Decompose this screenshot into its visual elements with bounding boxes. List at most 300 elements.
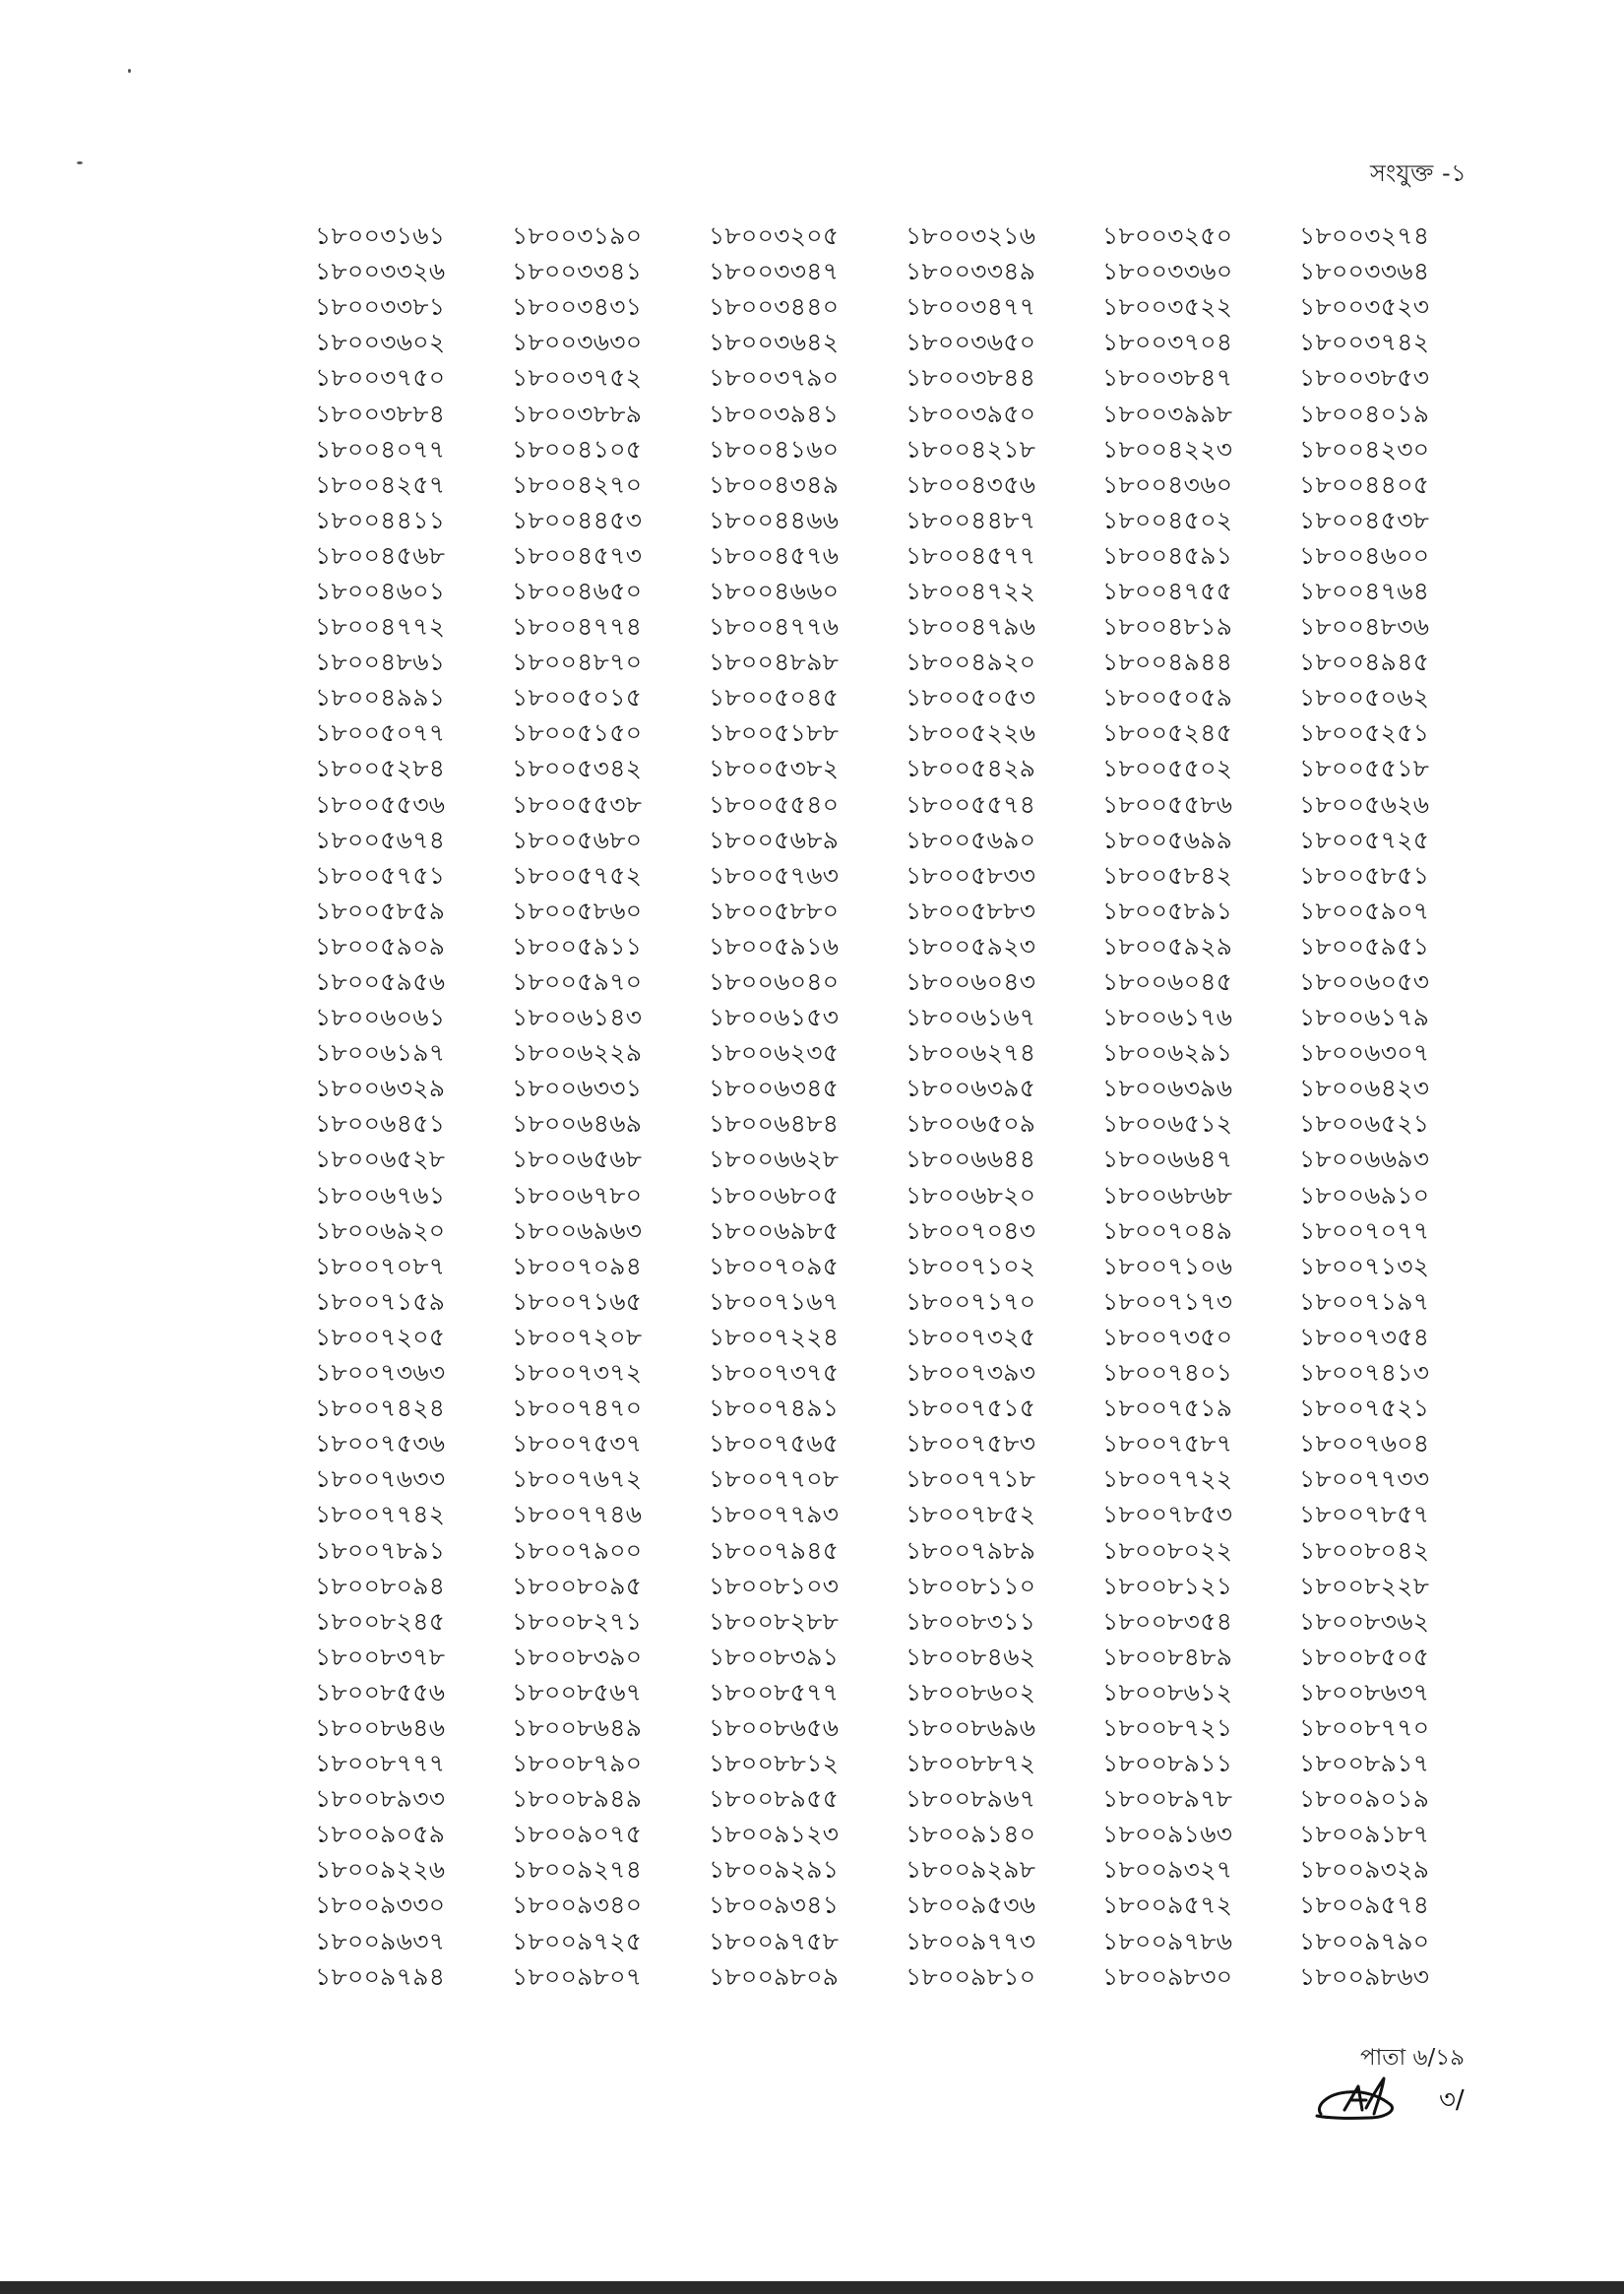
roll-number-cell: ১৮০০৭৭৪২ — [315, 1500, 446, 1529]
roll-number-cell: ১৮০০৮১০৩ — [709, 1571, 840, 1600]
roll-number-cell: ১৮০০৭৫৬৫ — [709, 1429, 840, 1458]
roll-number-cell: ১৮০০৪২৭০ — [512, 469, 643, 499]
roll-number-cell: ১৮০০৮৫৫৬ — [315, 1677, 446, 1706]
roll-number-cell: ১৮০০৬০৫৩ — [1299, 967, 1430, 997]
roll-number-cell: ১৮০০৫৫০২ — [1102, 754, 1233, 783]
roll-number-cell: ১৮০০৩২৭৪ — [1299, 221, 1430, 251]
roll-number-cell: ১৮০০৬০৪৫ — [1102, 967, 1233, 997]
roll-number-cell: ১৮০০৯২২৬ — [315, 1855, 446, 1885]
table-row — [315, 1106, 1496, 1142]
roll-number-cell: ১৮০০৫১৮৮ — [709, 718, 840, 748]
roll-number-cell: ১৮০০৭৭২২ — [1102, 1464, 1233, 1494]
roll-number-cell: ১৮০০৭৭১৮ — [906, 1464, 1036, 1494]
roll-number-cell: ১৮০০৯৫৭২ — [1102, 1891, 1233, 1920]
roll-number-cell: ১৮০০৫৫৭৪ — [906, 789, 1036, 819]
roll-number-cell: ১৮০০৮৩১১ — [906, 1606, 1036, 1636]
roll-number-cell: ১৮০০৪৬৬০ — [709, 576, 840, 605]
roll-number-cell: ১৮০০৪৫৩৮ — [1299, 505, 1430, 534]
table-row — [315, 1000, 1496, 1035]
roll-number-cell: ১৮০০৩৩৬৪ — [1299, 257, 1430, 286]
roll-number-cell: ১৮০০৩৫২৩ — [1299, 292, 1430, 322]
roll-number-cell: ১৮০০৩৯৫০ — [906, 399, 1036, 428]
table-row — [315, 1426, 1496, 1461]
roll-number-cell: ১৮০০৮১২১ — [1102, 1571, 1233, 1600]
roll-number-cell: ১৮০০৩৮৮৯ — [512, 399, 643, 428]
roll-number-cell: ১৮০০৭৯৮৯ — [906, 1535, 1036, 1565]
roll-number-cell: ১৮০০৭৬৩৩ — [315, 1464, 446, 1494]
roll-number-cell: ১৮০০৪৪১১ — [315, 505, 446, 534]
roll-number-cell: ১৮০০৭৪৭০ — [512, 1394, 643, 1423]
roll-number-cell: ১৮০০৫৮৫৯ — [315, 896, 446, 925]
roll-number-cell: ১৮০০৩৭৪২ — [1299, 328, 1430, 357]
roll-number-cell: ১৮০০৭২২৪ — [709, 1322, 840, 1351]
roll-number-cell: ১৮০০৫৬৭৪ — [315, 825, 446, 854]
roll-number-cell: ১৮০০৩৩৮১ — [315, 292, 446, 322]
roll-number-cell: ১৮০০৮৭৭০ — [1299, 1712, 1430, 1742]
roll-number-cell: ১৮০০৭৫১৯ — [1102, 1394, 1233, 1423]
roll-number-cell: ১৮০০৫০৫৯ — [1102, 683, 1233, 713]
roll-number-cell: ১৮০০৫৪২৯ — [906, 754, 1036, 783]
roll-number-cell: ১৮০০৩৫২২ — [1102, 292, 1233, 322]
roll-number-cell: ১৮০০৩৭০৪ — [1102, 328, 1233, 357]
roll-number-cell: ১৮০০৫৭৫২ — [512, 860, 643, 890]
roll-number-cell: ১৮০০৬৫২৮ — [315, 1145, 446, 1174]
roll-number-cell: ১৮০০৮৩৫৪ — [1102, 1606, 1233, 1636]
table-row — [315, 1213, 1496, 1249]
roll-number-cell: ১৮০০৪৫৭৬ — [709, 540, 840, 570]
roll-number-cell: ১৮০০৫২২৬ — [906, 718, 1036, 748]
table-row — [315, 1249, 1496, 1284]
roll-number-cell: ১৮০০৩৭৯০ — [709, 363, 840, 393]
roll-number-cell: ১৮০০৪০১৯ — [1299, 399, 1430, 428]
roll-number-cell: ১৮০০৭৫৩৬ — [315, 1429, 446, 1458]
roll-number-cell: ১৮০০৩২০৫ — [709, 221, 840, 251]
roll-number-cell: ১৮০০৩৩৪৯ — [906, 257, 1036, 286]
roll-number-cell: ১৮০০৭৬৭২ — [512, 1464, 643, 1494]
roll-number-cell: ১৮০০৮৮১২ — [709, 1749, 840, 1778]
roll-number-cell: ১৮০০৫৫১৮ — [1299, 754, 1430, 783]
roll-number-cell: ১৮০০৫৫৩৮ — [512, 789, 643, 819]
roll-number-cell: ১৮০০৫৬৮৯ — [709, 825, 840, 854]
roll-number-cell: ১৮০০৬৪৬৯ — [512, 1109, 643, 1139]
roll-number-cell: ১৮০০৬২৩৫ — [709, 1038, 840, 1068]
roll-number-cell: ১৮০০৭৪১৩ — [1299, 1358, 1430, 1388]
roll-number-cell: ১৮০০৯৩৪১ — [709, 1891, 840, 1920]
roll-number-cell: ১৮০০৭৪০১ — [1102, 1358, 1233, 1388]
roll-number-cell: ১৮০০৫৮৮০ — [709, 896, 840, 925]
table-row — [315, 1640, 1496, 1675]
table-row — [315, 787, 1496, 823]
roll-number-cell: ১৮০০৯২৭৪ — [512, 1855, 643, 1885]
roll-number-cell: ১৮০০৭৮৫২ — [906, 1500, 1036, 1529]
roll-number-cell: ১৮০০৪২১৮ — [906, 434, 1036, 464]
roll-number-cell: ১৮০০৬০৪৩ — [906, 967, 1036, 997]
annex-label: সংযুক্ত -১ — [1370, 159, 1468, 187]
roll-number-cell: ১৮০০৯৮১০ — [906, 1961, 1036, 1991]
roll-number-cell: ১৮০০৫৭৬৩ — [709, 860, 840, 890]
roll-number-cell: ১৮০০৩৪৭৭ — [906, 292, 1036, 322]
roll-number-cell: ১৮০০৭১৭০ — [906, 1286, 1036, 1316]
roll-number-cell: ১৮০০৮৫০৫ — [1299, 1642, 1430, 1671]
roll-number-cell: ১৮০০৯৭৭৩ — [906, 1926, 1036, 1955]
table-row — [315, 1071, 1496, 1106]
roll-number-cell: ১৮০০৭৫৮৭ — [1102, 1429, 1233, 1458]
roll-number-cell: ১৮০০৭১০২ — [906, 1251, 1036, 1280]
roll-number-cell: ১৮০০৩৬৩০ — [512, 328, 643, 357]
roll-number-cell: ১৮০০৬১৫৩ — [709, 1003, 840, 1032]
roll-number-cell: ১৮০০৫৮৬০ — [512, 896, 643, 925]
table-row — [315, 715, 1496, 751]
roll-number-cell: ১৮০০৫৫৪০ — [709, 789, 840, 819]
roll-number-cell: ১৮০০৩৮৪৭ — [1102, 363, 1233, 393]
table-row — [315, 1569, 1496, 1604]
roll-number-cell: ১৮০০৭১০৬ — [1102, 1251, 1233, 1280]
roll-number-cell: ১৮০০৭০৯৪ — [512, 1251, 643, 1280]
roll-number-cell: ১৮০০৪৭২২ — [906, 576, 1036, 605]
roll-number-cell: ১৮০০৭৩৯৩ — [906, 1358, 1036, 1388]
roll-number-cell: ১৮০০৯৮৩০ — [1102, 1961, 1233, 1991]
roll-number-cell: ১৮০০৬৫১২ — [1102, 1109, 1233, 1139]
table-row — [315, 1746, 1496, 1781]
roll-number-cell: ১৮০০৩৯৯৮ — [1102, 399, 1233, 428]
roll-number-cell: ১৮০০৯০১৯ — [1299, 1784, 1430, 1814]
roll-number-cell: ১৮০০৭৫৮৩ — [906, 1429, 1036, 1458]
roll-number-cell: ১৮০০৯৩২৯ — [1299, 1855, 1430, 1885]
scan-bottom-edge — [0, 2281, 1624, 2294]
roll-number-cell: ১৮০০৯৭২৫ — [512, 1926, 643, 1955]
table-row — [315, 609, 1496, 645]
roll-number-cell: ১৮০০৭০৪৯ — [1102, 1215, 1233, 1245]
roll-number-cell: ১৮০০৫৩৪২ — [512, 754, 643, 783]
roll-number-cell: ১৮০০৬০৬১ — [315, 1003, 446, 1032]
roll-number-cell: ১৮০০৪৭৫৫ — [1102, 576, 1233, 605]
roll-number-cell: ১৮০০৮৬০২ — [906, 1677, 1036, 1706]
table-row — [315, 823, 1496, 858]
table-row — [315, 1710, 1496, 1746]
roll-number-cell: ১৮০০৩৮৪৪ — [906, 363, 1036, 393]
roll-number-cell: ১৮০০৯৫৭৪ — [1299, 1891, 1430, 1920]
roll-number-cell: ১৮০০৫৯০৭ — [1299, 896, 1430, 925]
roll-number-cell: ১৮০০৭০৭৭ — [1299, 1215, 1430, 1245]
roll-number-cell: ১৮০০৯১২৩ — [709, 1820, 840, 1849]
roll-number-cell: ১৮০০৩১৬১ — [315, 221, 446, 251]
table-row — [315, 894, 1496, 929]
roll-number-cell: ১৮০০৬৩০৭ — [1299, 1038, 1430, 1068]
table-row — [315, 929, 1496, 964]
table-row — [315, 1675, 1496, 1710]
roll-number-cell: ১৮০০৪৫৭৭ — [906, 540, 1036, 570]
roll-number-cell: ১৮০০৭১৭৩ — [1102, 1286, 1233, 1316]
signature-mark — [1307, 2067, 1494, 2136]
roll-number-cell: ১৮০০৪৭৭২ — [315, 612, 446, 642]
roll-number-cell: ১৮০০৭৮৫৭ — [1299, 1500, 1430, 1529]
roll-number-cell: ১৮০০৮০২২ — [1102, 1535, 1233, 1565]
roll-number-cell: ১৮০০৭২০৫ — [315, 1322, 446, 1351]
table-row — [315, 1320, 1496, 1355]
roll-number-cell: ১৮০০৫৯১১ — [512, 931, 643, 961]
table-row — [315, 645, 1496, 680]
roll-number-cell: ১৮০০৭১৬৭ — [709, 1286, 840, 1316]
roll-number-cell: ১৮০০৬৩৯৬ — [1102, 1074, 1233, 1103]
table-row — [315, 467, 1496, 503]
roll-number-cell: ১৮০০৬৬৪৪ — [906, 1145, 1036, 1174]
roll-number-cell: ১৮০০৯৮০৭ — [512, 1961, 643, 1991]
roll-number-cell: ১৮০০৯২৯১ — [709, 1855, 840, 1885]
roll-number-cell: ১৮০০৬৪২৩ — [1299, 1074, 1430, 1103]
roll-number-cell: ১৮০০৭৩২৫ — [906, 1322, 1036, 1351]
roll-number-cell: ১৮০০৬০৪০ — [709, 967, 840, 997]
roll-number-cell: ১৮০০৬৩৪৫ — [709, 1074, 840, 1103]
roll-number-cell: ১৮০০৮৬৩৭ — [1299, 1677, 1430, 1706]
roll-number-cell: ১৮০০৫৬৯০ — [906, 825, 1036, 854]
roll-number-cell: ১৮০০৩৬০২ — [315, 328, 446, 357]
roll-number-cell: ১৮০০৬৭৮০ — [512, 1180, 643, 1209]
roll-number-cell: ১৮০০৮৭২১ — [1102, 1712, 1233, 1742]
roll-number-cell: ১৮০০৬৩৯৫ — [906, 1074, 1036, 1103]
roll-number-cell: ১৮০০৬২২৯ — [512, 1038, 643, 1068]
roll-number-cell: ১৮০০৮৯১১ — [1102, 1749, 1233, 1778]
table-row — [315, 751, 1496, 786]
table-row — [315, 1497, 1496, 1532]
roll-number-cell: ১৮০০৪৫৭৩ — [512, 540, 643, 570]
roll-number-cell: ১৮০০৪২২৩ — [1102, 434, 1233, 464]
roll-number-cell: ১৮০০৪৭৭৬ — [709, 612, 840, 642]
roll-number-cell: ১৮০০৫৯০৯ — [315, 931, 446, 961]
roll-number-cell: ১৮০০৬৪৫১ — [315, 1109, 446, 1139]
table-row — [315, 1461, 1496, 1497]
roll-number-cell: ১৮০০৯৩৩০ — [315, 1891, 446, 1920]
roll-number-table — [315, 218, 1496, 1995]
roll-number-cell: ১৮০০৩৮৫৩ — [1299, 363, 1430, 393]
roll-number-cell: ১৮০০৩১৯০ — [512, 221, 643, 251]
table-row — [315, 1924, 1496, 1959]
roll-number-cell: ১৮০০৭৭৯৩ — [709, 1500, 840, 1529]
roll-number-cell: ১৮০০৬৪৮৪ — [709, 1109, 840, 1139]
roll-number-cell: ১৮০০৫৬৯৯ — [1102, 825, 1233, 854]
roll-number-cell: ১৮০০৬৬৪৭ — [1102, 1145, 1233, 1174]
roll-number-cell: ১৮০০৫০৪৫ — [709, 683, 840, 713]
roll-number-cell: ১৮০০৬৮২০ — [906, 1180, 1036, 1209]
table-row — [315, 360, 1496, 396]
table-row — [315, 1391, 1496, 1426]
table-row — [315, 325, 1496, 360]
roll-number-cell: ১৮০০৯৩৪০ — [512, 1891, 643, 1920]
roll-number-cell: ১৮০০৮৮৭২ — [906, 1749, 1036, 1778]
roll-number-cell: ১৮০০৫৮৪২ — [1102, 860, 1233, 890]
roll-number-cell: ১৮০০৪০৭৭ — [315, 434, 446, 464]
roll-number-cell: ১৮০০৮৬৪৬ — [315, 1712, 446, 1742]
roll-number-cell: ১৮০০৮৯৩৩ — [315, 1784, 446, 1814]
roll-number-cell: ১৮০০৫৮৮৩ — [906, 896, 1036, 925]
roll-number-cell: ১৮০০৩৪৪০ — [709, 292, 840, 322]
roll-number-cell: ১৮০০৭১৬৫ — [512, 1286, 643, 1316]
roll-number-cell: ১৮০০৬২৭৪ — [906, 1038, 1036, 1068]
roll-number-cell: ১৮০০৫৬৮০ — [512, 825, 643, 854]
roll-number-cell: ১৮০০৫২৮৪ — [315, 754, 446, 783]
roll-number-cell: ১৮০০৬৫০৯ — [906, 1109, 1036, 1139]
roll-number-cell: ১৮০০৯১৮৭ — [1299, 1820, 1430, 1849]
roll-number-cell: ১৮০০৯৮৬৩ — [1299, 1961, 1430, 1991]
roll-number-cell: ১৮০০৪৪৬৬ — [709, 505, 840, 534]
roll-number-cell: ১৮০০৮৯৪৯ — [512, 1784, 643, 1814]
roll-number-cell: ১৮০০৪৯২০ — [906, 648, 1036, 677]
roll-number-cell: ১৮০০৪৩৪৯ — [709, 469, 840, 499]
roll-number-cell: ১৮০০৮৪৬২ — [906, 1642, 1036, 1671]
roll-number-cell: ১৮০০৯০৫৯ — [315, 1820, 446, 1849]
roll-number-cell: ১৮০০৫৮৯১ — [1102, 896, 1233, 925]
roll-number-cell: ১৮০০৩২১৬ — [906, 221, 1036, 251]
roll-number-cell: ১৮০০৮৯৬৭ — [906, 1784, 1036, 1814]
table-row — [315, 289, 1496, 325]
roll-number-cell: ১৮০০৩৭৫০ — [315, 363, 446, 393]
roll-number-cell: ১৮০০৪৭৬৪ — [1299, 576, 1430, 605]
roll-number-cell: ১৮০০৫০৭৭ — [315, 718, 446, 748]
table-row — [315, 1604, 1496, 1640]
roll-number-cell: ১৮০০৩৮৮৪ — [315, 399, 446, 428]
roll-number-cell: ১৮০০৮৭৭৭ — [315, 1749, 446, 1778]
roll-number-cell: ১৮০০৭৩৬৩ — [315, 1358, 446, 1388]
roll-number-cell: ১৮০০৪৫০২ — [1102, 505, 1233, 534]
roll-number-cell: ১৮০০৯০৭৫ — [512, 1820, 643, 1849]
roll-number-cell: ১৮০০৮২২৮ — [1299, 1571, 1430, 1600]
roll-number-cell: ১৮০০৫৬২৬ — [1299, 789, 1430, 819]
roll-number-cell: ১৮০০৩৩৬০ — [1102, 257, 1233, 286]
table-row — [315, 432, 1496, 467]
roll-number-cell: ১৮০০৬১৯৭ — [315, 1038, 446, 1068]
roll-number-cell: ১৮০০৭৫৩৭ — [512, 1429, 643, 1458]
roll-number-cell: ১৮০০৪৯৪৪ — [1102, 648, 1233, 677]
roll-number-cell: ১৮০০৪৮৯৮ — [709, 648, 840, 677]
roll-number-cell: ১৮০০৫৭৫১ — [315, 860, 446, 890]
roll-number-cell: ১৮০০৭৫১৫ — [906, 1394, 1036, 1423]
roll-number-cell: ১৮০০৮৬১২ — [1102, 1677, 1233, 1706]
roll-number-cell: ১৮০০৭৩৫০ — [1102, 1322, 1233, 1351]
roll-number-cell: ১৮০০৫৩৮২ — [709, 754, 840, 783]
table-row — [315, 858, 1496, 894]
roll-number-cell: ১৮০০৫৯২৯ — [1102, 931, 1233, 961]
roll-number-cell: ১৮০০৫৯৫১ — [1299, 931, 1430, 961]
roll-number-cell: ১৮০০৪৬০১ — [315, 576, 446, 605]
roll-number-cell: ১৮০০৯৫৩৬ — [906, 1891, 1036, 1920]
roll-number-cell: ১৮০০৭৩৭৫ — [709, 1358, 840, 1388]
roll-number-cell: ১৮০০৭৭৩৩ — [1299, 1464, 1430, 1494]
roll-number-cell: ১৮০০৭৪৯১ — [709, 1394, 840, 1423]
roll-number-cell: ১৮০০৫৯২৩ — [906, 931, 1036, 961]
roll-number-cell: ১৮০০৫২৪৫ — [1102, 718, 1233, 748]
roll-number-cell: ১৮০০৯৮০৯ — [709, 1961, 840, 1991]
roll-number-cell: ১৮০০৮৩৭৮ — [315, 1642, 446, 1671]
roll-number-cell: ১৮০০৪৯৯১ — [315, 683, 446, 713]
roll-number-cell: ১৮০০৫৫৩৬ — [315, 789, 446, 819]
roll-number-cell: ১৮০০৮৪৮৯ — [1102, 1642, 1233, 1671]
roll-number-cell: ১৮০০৭৪২৪ — [315, 1394, 446, 1423]
roll-number-cell: ১৮০০৬৫৬৮ — [512, 1145, 643, 1174]
roll-number-cell: ১৮০০৪২৩০ — [1299, 434, 1430, 464]
roll-number-cell: ১৮০০৭৬০৪ — [1299, 1429, 1430, 1458]
roll-number-cell: ১৮০০৭৮৫৩ — [1102, 1500, 1233, 1529]
roll-number-cell: ১৮০০৮২৮৮ — [709, 1606, 840, 1636]
roll-number-cell: ১৮০০৮৬৪৯ — [512, 1712, 643, 1742]
roll-number-cell: ১৮০০৪৬০০ — [1299, 540, 1430, 570]
roll-number-cell: ১৮০০৫৮৩৩ — [906, 860, 1036, 890]
roll-number-cell: ১৮০০৯৭৯০ — [1299, 1926, 1430, 1955]
roll-number-cell: ১৮০০৬৬৯৩ — [1299, 1145, 1430, 1174]
roll-number-cell: ১৮০০৮৯১৭ — [1299, 1749, 1430, 1778]
roll-number-cell: ১৮০০৮৩৬২ — [1299, 1606, 1430, 1636]
roll-number-cell: ১৮০০৭০৮৭ — [315, 1251, 446, 1280]
roll-number-cell: ১৮০০৯৭৯৪ — [315, 1961, 446, 1991]
roll-number-cell: ১৮০০৩৬৫০ — [906, 328, 1036, 357]
table-row — [315, 1532, 1496, 1568]
roll-number-cell: ১৮০০৯৭৫৮ — [709, 1926, 840, 1955]
roll-number-cell: ১৮০০৪৫৬৮ — [315, 540, 446, 570]
table-row — [315, 1284, 1496, 1320]
roll-number-cell: ১৮০০৭৫২১ — [1299, 1394, 1430, 1423]
roll-number-cell: ১৮০০৩৭৫২ — [512, 363, 643, 393]
roll-number-cell: ১৮০০৪৭৯৬ — [906, 612, 1036, 642]
roll-number-cell: ১৮০০৬৯১০ — [1299, 1180, 1430, 1209]
roll-number-cell: ১৮০০৯৭৮৬ — [1102, 1926, 1233, 1955]
roll-number-cell: ১৮০০৮০৯৫ — [512, 1571, 643, 1600]
roll-number-cell: ১৮০০৪৬৫০ — [512, 576, 643, 605]
roll-number-cell: ১৮০০৬৩২৯ — [315, 1074, 446, 1103]
roll-number-cell: ১৮০০৯১৬৩ — [1102, 1820, 1233, 1849]
roll-number-cell: ১৮০০৫০১৫ — [512, 683, 643, 713]
roll-number-cell: ১৮০০৫০৫৩ — [906, 683, 1036, 713]
roll-number-cell: ১৮০০৪৫৯১ — [1102, 540, 1233, 570]
roll-number-cell: ১৮০০৮০৯৪ — [315, 1571, 446, 1600]
roll-number-cell: ১৮০০৬৬২৮ — [709, 1145, 840, 1174]
roll-number-cell: ১৮০০৩৯৪১ — [709, 399, 840, 428]
roll-number-cell: ১৮০০৬১৭৬ — [1102, 1003, 1233, 1032]
scan-speck — [77, 161, 83, 164]
roll-number-cell: ১৮০০৮০৪২ — [1299, 1535, 1430, 1565]
roll-number-cell: ১৮০০৪৮১৯ — [1102, 612, 1233, 642]
roll-number-cell: ১৮০০৮৩৯১ — [709, 1642, 840, 1671]
roll-number-cell: ১৮০০৪৮৬১ — [315, 648, 446, 677]
roll-number-cell: ১৮০০৩২৫০ — [1102, 221, 1233, 251]
roll-number-cell: ১৮০০৯৩২৭ — [1102, 1855, 1233, 1885]
roll-number-cell: ১৮০০৬৮৬৮ — [1102, 1180, 1233, 1209]
roll-number-cell: ১৮০০৫৯১৬ — [709, 931, 840, 961]
roll-number-cell: ১৮০০৯১৪০ — [906, 1820, 1036, 1849]
roll-number-cell: ১৮০০৭১৫৯ — [315, 1286, 446, 1316]
roll-number-cell: ১৮০০৮৩৯০ — [512, 1642, 643, 1671]
roll-number-cell: ১৮০০৮২৭১ — [512, 1606, 643, 1636]
roll-number-cell: ১৮০০৩৩২৬ — [315, 257, 446, 286]
roll-number-cell: ১৮০০৬৮০৫ — [709, 1180, 840, 1209]
roll-number-cell: ১৮০০৫৫৮৬ — [1102, 789, 1233, 819]
table-row — [315, 1142, 1496, 1177]
roll-number-cell: ১৮০০৫৭২৫ — [1299, 825, 1430, 854]
roll-number-cell: ১৮০০৭৭৪৬ — [512, 1500, 643, 1529]
table-row — [315, 1355, 1496, 1391]
roll-number-cell: ১৮০০৭৯০০ — [512, 1535, 643, 1565]
roll-number-cell: ১৮০০৬৯৮৫ — [709, 1215, 840, 1245]
roll-number-cell: ১৮০০৪৮৭০ — [512, 648, 643, 677]
roll-number-cell: ১৮০০৬৯৬৩ — [512, 1215, 643, 1245]
roll-number-cell: ১৮০০৬৭৬১ — [315, 1180, 446, 1209]
roll-number-cell: ১৮০০৬১৬৭ — [906, 1003, 1036, 1032]
table-row — [315, 254, 1496, 289]
roll-number-cell: ১৮০০৪৪৫৩ — [512, 505, 643, 534]
roll-number-cell: ১৮০০৪১৬০ — [709, 434, 840, 464]
roll-number-cell: ১৮০০৪৩৬০ — [1102, 469, 1233, 499]
table-row — [315, 1817, 1496, 1852]
table-row — [315, 1781, 1496, 1817]
roll-number-cell: ১৮০০৬৯২০ — [315, 1215, 446, 1245]
roll-number-cell: ১৮০০৩৬৪২ — [709, 328, 840, 357]
